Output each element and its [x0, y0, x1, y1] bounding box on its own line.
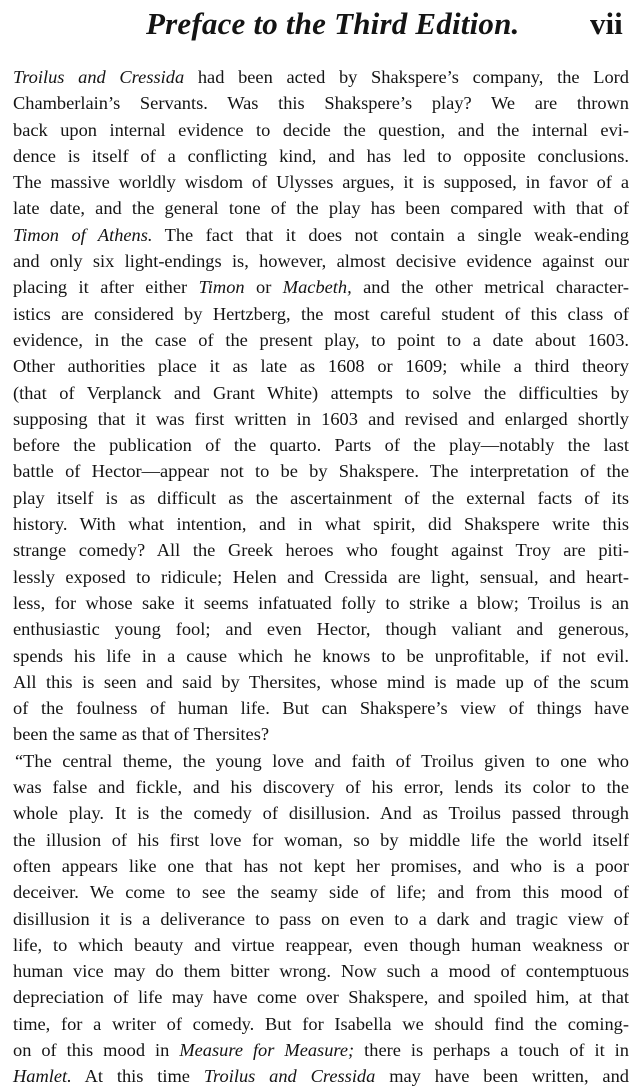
text-line: history. With what intention, and in what spirit, did Shakspere write this	[13, 514, 629, 535]
text-line: supposing that it was first written in 1603 and revised and enlarged shortly	[13, 408, 629, 429]
text-line: the illusion of his first love for woman, so by middle life the world itself	[13, 829, 629, 850]
text-line: “The central theme, the young love and faith of Troilus given to one who	[15, 750, 629, 771]
running-title: Preface to the Third Edition.	[146, 6, 520, 41]
text-line: before the publication of the quarto. Parts of the play—notably the last	[13, 435, 629, 456]
text-line: was false and fickle, and his discovery of his error, lends its color to the	[13, 777, 629, 798]
text-line: strange comedy? All the Greek heroes who fought against Troy are piti-	[13, 540, 629, 561]
text-line: Other authorities place it as late as 1608 or 1609; while a third theory	[13, 356, 629, 377]
text-line: Hamlet. At this time Troilus and Cressida may have been written, and	[13, 1066, 629, 1087]
text-line: back upon internal evidence to decide the question, and the internal evi-	[13, 119, 629, 140]
text-line: deceiver. We come to see the seamy side of life; and from this mood of	[13, 882, 629, 903]
text-line: been the same as that of Thersites?	[13, 724, 270, 745]
running-header	[0, 6, 644, 52]
page-number: vii	[590, 6, 623, 41]
text-line: disillusion it is a deliverance to pass on even to a dark and tragic view of	[13, 908, 629, 929]
text-line: Chamberlain’s Servants. Was this Shakspere’s play? We are thrown	[13, 93, 629, 114]
text-line: The massive worldly wisdom of Ulysses argues, it is supposed, in favor of a	[13, 172, 629, 193]
text-line: often appears like one that has not kept her promises, and who is a poor	[13, 855, 629, 876]
text-line: depreciation of life may have come over Shakspere, and spoiled him, at that	[13, 987, 629, 1008]
paragraph-1	[13, 64, 629, 748]
text-line: life, to which beauty and virtue reappear, even though human weakness or	[13, 934, 629, 955]
text-line: spends his life in a cause which he knows to be unprofitable, if not evil.	[13, 645, 629, 666]
text-line: dence is itself of a conflicting kind, and has led to opposite conclusions.	[13, 145, 629, 166]
text-line: less, for whose sake it seems infatuated folly to strike a blow; Troilus is an	[13, 592, 629, 613]
text-line: whole play. It is the comedy of disillusion. And as Troilus passed through	[13, 803, 629, 824]
text-line: on of this mood in Measure for Measure; there is perhaps a touch of it in	[13, 1039, 629, 1060]
text-line: istics are considered by Hertzberg, the most careful student of this class of	[13, 303, 629, 324]
text-line: play itself is as difficult as the ascertainment of the external facts of its	[13, 487, 629, 508]
text-line: of the foulness of human life. But can Shakspere’s view of things have	[13, 698, 629, 719]
text-line: (that of Verplanck and Grant White) attempts to solve the difficulties by	[13, 382, 629, 403]
text-line: Troilus and Cressida had been acted by Shakspere’s company, the Lord	[13, 67, 629, 87]
text-line: evidence, in the case of the present play, to point to a date about 1603.	[13, 329, 629, 350]
text-line: lessly exposed to ridicule; Helen and Cressida are light, sensual, and heart-	[13, 566, 629, 587]
text-line: All this is seen and said by Thersites, whose mind is made up of the scum	[13, 671, 629, 692]
text-line: late date, and the general tone of the play has been compared with that of	[13, 198, 629, 219]
text-line: Timon of Athens. The fact that it does not contain a single weak-ending	[13, 224, 629, 245]
text-line: placing it after either Timon or Macbeth, and the other metrical character-	[13, 277, 629, 298]
text-line: and only six light-endings is, however, almost decisive evidence against our	[13, 251, 629, 272]
paragraph-2	[13, 748, 629, 1090]
text-line: battle of Hector—appear not to be by Shakspere. The interpretation of the	[13, 461, 629, 482]
body-text	[13, 64, 629, 1090]
text-line: human vice may do them bitter wrong. Now such a mood of contemptuous	[13, 961, 629, 982]
text-line: time, for a writer of comedy. But for Isabella we should find the coming-	[13, 1013, 629, 1034]
text-line: enthusiastic young fool; and even Hector, though valiant and generous,	[13, 619, 629, 640]
